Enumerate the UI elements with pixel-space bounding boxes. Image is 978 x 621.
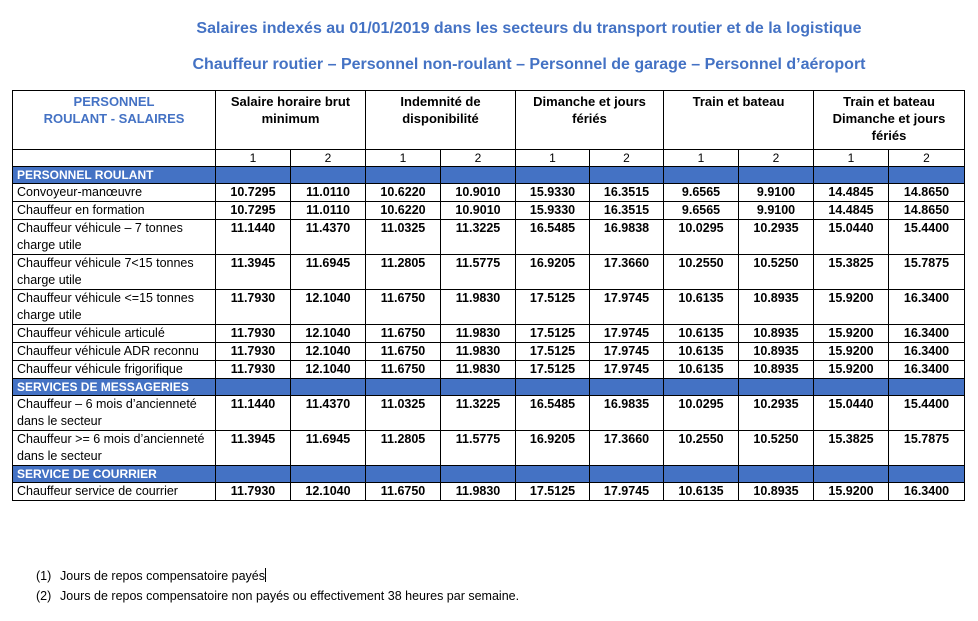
header-row	[13, 91, 965, 150]
row-label: Chauffeur véhicule frigorifique	[13, 361, 216, 379]
value-cell: 10.6135	[664, 325, 739, 343]
col-header-indemnite: Indemnité de disponibilité	[366, 91, 516, 150]
value-cell: 10.6220	[366, 184, 441, 202]
section-title: SERVICE DE COURRIER	[13, 466, 216, 483]
value-cell: 15.7875	[889, 255, 965, 290]
value-cell: 10.7295	[216, 184, 291, 202]
section-blank-cell	[366, 379, 441, 396]
corner-header	[13, 91, 216, 150]
row-label: Chauffeur – 6 mois d’ancienneté dans le secteur	[13, 396, 216, 431]
footnote-text: Jours de repos compensatoire non payés ou effectivement 38 heures par semaine.	[60, 589, 520, 603]
value-cell: 10.6135	[664, 483, 739, 501]
table-row	[13, 184, 965, 202]
row-label: Chauffeur véhicule articulé	[13, 325, 216, 343]
value-cell: 16.3515	[590, 202, 664, 220]
corner-line-1: PERSONNEL	[73, 94, 155, 109]
subheader-cell: 1	[814, 150, 889, 167]
value-cell: 17.9745	[590, 290, 664, 325]
row-label: Chauffeur véhicule – 7 tonnes charge utile	[13, 220, 216, 255]
row-label: Chauffeur véhicule <=15 tonnes charge utile	[13, 290, 216, 325]
footnote-text: Jours de repos compensatoire payés	[60, 569, 265, 583]
value-cell: 11.7930	[216, 325, 291, 343]
section-blank-cell	[664, 466, 739, 483]
value-cell: 10.2935	[739, 396, 814, 431]
value-cell: 11.0325	[366, 220, 441, 255]
table-body	[13, 167, 965, 501]
subheader-cell: 1	[664, 150, 739, 167]
value-cell: 11.0110	[291, 184, 366, 202]
section-row	[13, 167, 965, 184]
value-cell: 15.3825	[814, 431, 889, 466]
value-cell: 15.7875	[889, 431, 965, 466]
section-blank-cell	[889, 167, 965, 184]
section-blank-cell	[366, 167, 441, 184]
value-cell: 16.3400	[889, 325, 965, 343]
value-cell: 11.6945	[291, 255, 366, 290]
table-row	[13, 396, 965, 431]
value-cell: 10.8935	[739, 290, 814, 325]
value-cell: 11.6750	[366, 483, 441, 501]
value-cell: 15.3825	[814, 255, 889, 290]
value-cell: 9.9100	[739, 184, 814, 202]
section-row	[13, 466, 965, 483]
value-cell: 9.6565	[664, 202, 739, 220]
document-title: Salaires indexés au 01/01/2019 dans les secteurs du transport routier et de la logistique	[196, 20, 862, 37]
subheader-cell: 1	[216, 150, 291, 167]
value-cell: 14.4845	[814, 202, 889, 220]
value-cell: 15.4400	[889, 220, 965, 255]
value-cell: 15.9200	[814, 290, 889, 325]
value-cell: 10.6135	[664, 343, 739, 361]
value-cell: 17.3660	[590, 431, 664, 466]
value-cell: 15.9330	[516, 202, 590, 220]
value-cell: 10.5250	[739, 255, 814, 290]
section-blank-cell	[441, 379, 516, 396]
section-blank-cell	[889, 379, 965, 396]
value-cell: 11.0110	[291, 202, 366, 220]
section-row	[13, 379, 965, 396]
section-blank-cell	[216, 466, 291, 483]
section-title: PERSONNEL ROULANT	[13, 167, 216, 184]
subheader-cell: 2	[291, 150, 366, 167]
value-cell: 17.5125	[516, 325, 590, 343]
value-cell: 9.9100	[739, 202, 814, 220]
section-blank-cell	[664, 379, 739, 396]
value-cell: 14.4845	[814, 184, 889, 202]
section-blank-cell	[814, 466, 889, 483]
subheader-blank	[13, 150, 216, 167]
value-cell: 12.1040	[291, 361, 366, 379]
value-cell: 11.9830	[441, 325, 516, 343]
value-cell: 17.5125	[516, 483, 590, 501]
section-blank-cell	[441, 466, 516, 483]
value-cell: 10.8935	[739, 325, 814, 343]
value-cell: 17.9745	[590, 483, 664, 501]
footnote-number: (1)	[36, 569, 52, 583]
row-label: Chauffeur >= 6 mois d’ancienneté dans le secteur	[13, 431, 216, 466]
salary-table	[12, 90, 965, 501]
subheader-cell: 2	[889, 150, 965, 167]
value-cell: 16.5485	[516, 220, 590, 255]
value-cell: 11.0325	[366, 396, 441, 431]
value-cell: 14.8650	[889, 202, 965, 220]
subheader-cell: 1	[366, 150, 441, 167]
value-cell: 16.9205	[516, 255, 590, 290]
value-cell: 16.9205	[516, 431, 590, 466]
table-row	[13, 361, 965, 379]
subheader-row	[13, 150, 965, 167]
value-cell: 15.0440	[814, 396, 889, 431]
value-cell: 10.2550	[664, 431, 739, 466]
footnote-2	[36, 586, 519, 606]
document-subtitle: Chauffeur routier – Personnel non-roulant – Personnel de garage – Personnel d’aéroport	[192, 56, 866, 73]
value-cell: 16.3400	[889, 343, 965, 361]
value-cell: 15.9200	[814, 483, 889, 501]
corner-line-2: ROULANT - SALAIRES	[43, 111, 185, 126]
value-cell: 9.6565	[664, 184, 739, 202]
value-cell: 11.7930	[216, 343, 291, 361]
value-cell: 17.5125	[516, 290, 590, 325]
value-cell: 11.7930	[216, 483, 291, 501]
footnotes	[36, 566, 519, 606]
section-blank-cell	[814, 379, 889, 396]
value-cell: 15.9200	[814, 361, 889, 379]
value-cell: 11.9830	[441, 361, 516, 379]
value-cell: 11.1440	[216, 220, 291, 255]
value-cell: 11.9830	[441, 290, 516, 325]
value-cell: 11.3945	[216, 431, 291, 466]
value-cell: 11.4370	[291, 396, 366, 431]
value-cell: 10.6220	[366, 202, 441, 220]
value-cell: 11.3225	[441, 220, 516, 255]
col-header-train-dimanche: Train et bateau Dimanche et jours fériés	[814, 91, 965, 150]
value-cell: 15.0440	[814, 220, 889, 255]
value-cell: 10.9010	[441, 202, 516, 220]
value-cell: 11.6750	[366, 343, 441, 361]
value-cell: 10.2550	[664, 255, 739, 290]
value-cell: 10.0295	[664, 396, 739, 431]
col-header-salaire: Salaire horaire brut minimum	[216, 91, 366, 150]
value-cell: 11.5775	[441, 255, 516, 290]
value-cell: 16.3400	[889, 290, 965, 325]
value-cell: 11.6945	[291, 431, 366, 466]
table-row	[13, 220, 965, 255]
subheader-cell: 2	[590, 150, 664, 167]
value-cell: 12.1040	[291, 483, 366, 501]
section-blank-cell	[889, 466, 965, 483]
value-cell: 17.9745	[590, 361, 664, 379]
value-cell: 11.7930	[216, 290, 291, 325]
value-cell: 10.6135	[664, 361, 739, 379]
value-cell: 11.9830	[441, 483, 516, 501]
section-blank-cell	[516, 466, 590, 483]
table-row	[13, 255, 965, 290]
table-row	[13, 431, 965, 466]
section-blank-cell	[291, 466, 366, 483]
value-cell: 11.3225	[441, 396, 516, 431]
value-cell: 10.6135	[664, 290, 739, 325]
value-cell: 12.1040	[291, 290, 366, 325]
table-row	[13, 483, 965, 501]
value-cell: 14.8650	[889, 184, 965, 202]
value-cell: 16.3400	[889, 361, 965, 379]
col-header-train: Train et bateau	[664, 91, 814, 150]
section-blank-cell	[216, 167, 291, 184]
value-cell: 11.6750	[366, 361, 441, 379]
section-blank-cell	[814, 167, 889, 184]
value-cell: 11.6750	[366, 290, 441, 325]
section-blank-cell	[216, 379, 291, 396]
value-cell: 11.3945	[216, 255, 291, 290]
value-cell: 11.2805	[366, 431, 441, 466]
value-cell: 11.1440	[216, 396, 291, 431]
footnote-1	[36, 566, 519, 586]
value-cell: 17.9745	[590, 343, 664, 361]
value-cell: 11.9830	[441, 343, 516, 361]
section-blank-cell	[291, 167, 366, 184]
table-row	[13, 325, 965, 343]
table-row	[13, 202, 965, 220]
value-cell: 17.5125	[516, 361, 590, 379]
section-blank-cell	[516, 167, 590, 184]
table-row	[13, 343, 965, 361]
section-blank-cell	[664, 167, 739, 184]
value-cell: 12.1040	[291, 325, 366, 343]
subheader-cell: 1	[516, 150, 590, 167]
row-label: Chauffeur véhicule 7<15 tonnes charge utile	[13, 255, 216, 290]
value-cell: 15.9200	[814, 343, 889, 361]
value-cell: 16.3515	[590, 184, 664, 202]
value-cell: 16.9835	[590, 396, 664, 431]
section-blank-cell	[590, 466, 664, 483]
subheader-cell: 2	[739, 150, 814, 167]
value-cell: 16.5485	[516, 396, 590, 431]
value-cell: 10.9010	[441, 184, 516, 202]
col-header-dimanche: Dimanche et jours fériés	[516, 91, 664, 150]
row-label: Convoyeur-manœuvre	[13, 184, 216, 202]
row-label: Chauffeur service de courrier	[13, 483, 216, 501]
value-cell: 15.9200	[814, 325, 889, 343]
value-cell: 10.5250	[739, 431, 814, 466]
section-blank-cell	[441, 167, 516, 184]
value-cell: 12.1040	[291, 343, 366, 361]
table-row	[13, 290, 965, 325]
value-cell: 10.0295	[664, 220, 739, 255]
value-cell: 11.2805	[366, 255, 441, 290]
value-cell: 11.6750	[366, 325, 441, 343]
footnote-number: (2)	[36, 589, 52, 603]
section-blank-cell	[739, 379, 814, 396]
value-cell: 16.9838	[590, 220, 664, 255]
subheader-cell: 2	[441, 150, 516, 167]
value-cell: 11.5775	[441, 431, 516, 466]
section-blank-cell	[516, 379, 590, 396]
value-cell: 10.8935	[739, 361, 814, 379]
text-cursor	[265, 568, 266, 582]
section-blank-cell	[739, 466, 814, 483]
section-blank-cell	[291, 379, 366, 396]
value-cell: 11.7930	[216, 361, 291, 379]
value-cell: 10.7295	[216, 202, 291, 220]
value-cell: 11.4370	[291, 220, 366, 255]
section-title: SERVICES DE MESSAGERIES	[13, 379, 216, 396]
value-cell: 17.9745	[590, 325, 664, 343]
value-cell: 10.8935	[739, 343, 814, 361]
section-blank-cell	[590, 379, 664, 396]
section-blank-cell	[590, 167, 664, 184]
section-blank-cell	[366, 466, 441, 483]
value-cell: 10.2935	[739, 220, 814, 255]
value-cell: 17.5125	[516, 343, 590, 361]
row-label: Chauffeur véhicule ADR reconnu	[13, 343, 216, 361]
value-cell: 17.3660	[590, 255, 664, 290]
value-cell: 15.4400	[889, 396, 965, 431]
value-cell: 10.8935	[739, 483, 814, 501]
row-label: Chauffeur en formation	[13, 202, 216, 220]
section-blank-cell	[739, 167, 814, 184]
value-cell: 15.9330	[516, 184, 590, 202]
value-cell: 16.3400	[889, 483, 965, 501]
